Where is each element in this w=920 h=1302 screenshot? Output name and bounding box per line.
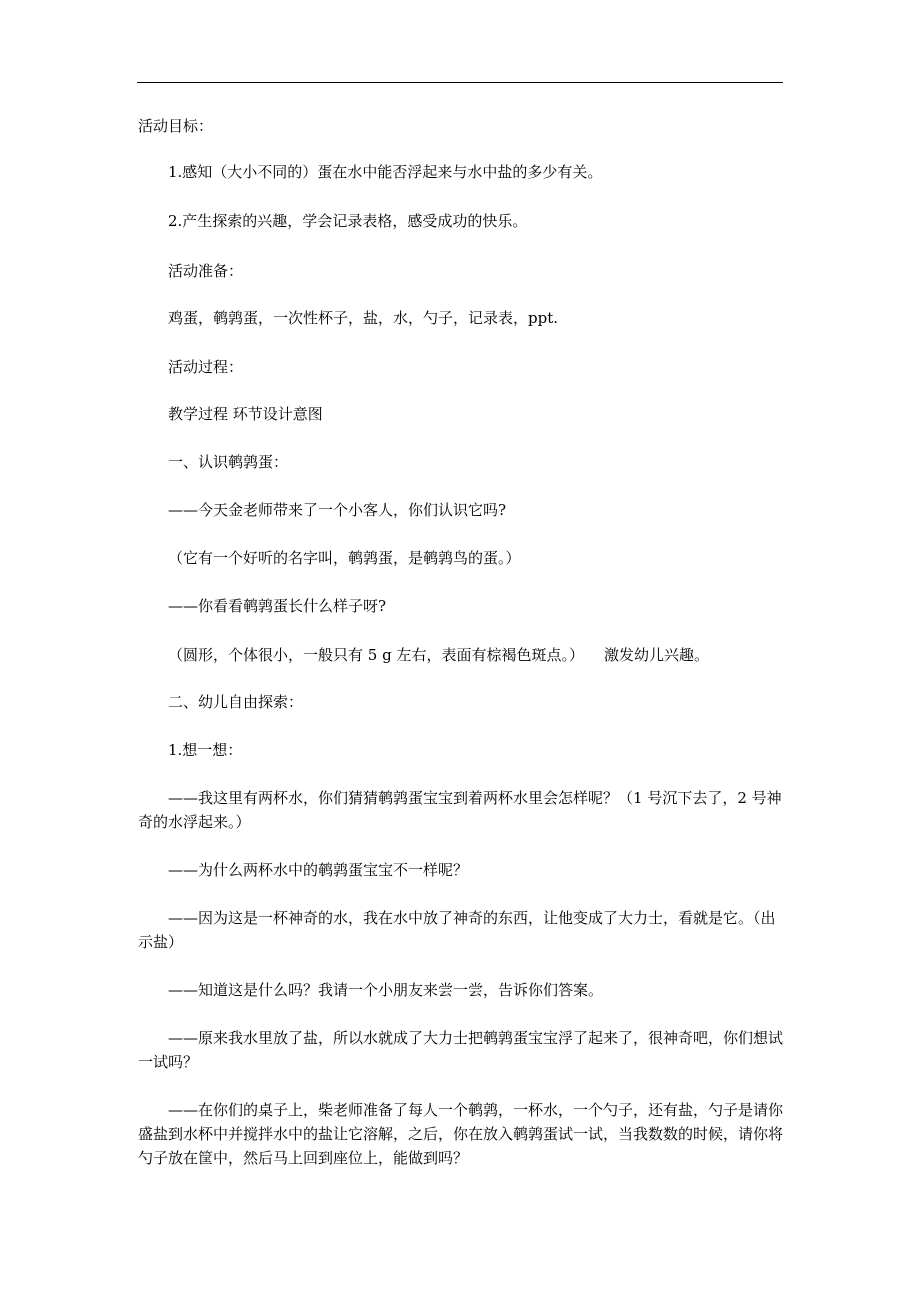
dialogue-line: ——你看看鹌鹑蛋长什么样子呀? — [168, 597, 387, 615]
goal-item-2: 2.产生探索的兴趣，学会记录表格，感受成功的快乐。 — [168, 212, 528, 230]
dialogue-line-with-intent — [138, 643, 784, 667]
section-heading-goals: 活动目标： — [138, 117, 214, 135]
step-heading-2: 二、幼儿自由探索： — [168, 693, 304, 711]
dialogue-line: （它有一个好听的名字叫，鹌鹑蛋，是鹌鹑鸟的蛋。） — [168, 549, 521, 567]
materials-list: 鸡蛋，鹌鹑蛋，一次性杯子，盐，水，勺子，记录表，ppt. — [168, 309, 559, 327]
dialogue-line: ——今天金老师带来了一个小客人，你们认识它吗? — [168, 501, 507, 519]
goal-item-1: 1.感知（大小不同的）蛋在水中能否浮起来与水中盐的多少有关。 — [168, 163, 603, 181]
step-heading-1: 一、认识鹌鹑蛋： — [168, 453, 289, 471]
process-table-header: 教学过程 环节设计意图 — [168, 405, 323, 423]
dialogue-line: ——原来我水里放了盐，所以水就成了大力士把鹌鹑蛋宝宝浮了起来了，很神奇吧，你们想试一试吗？ — [138, 1029, 784, 1071]
dialogue-line: ——知道这是什么吗？我请一个小朋友来尝一尝，告诉你们答案。 — [168, 981, 604, 999]
section-heading-preparation: 活动准备： — [168, 262, 244, 280]
dialogue-line: ——我这里有两杯水，你们猜猜鹌鹑蛋宝宝到着两杯水里会怎样呢？（1 号沉下去了，2 号神奇的水浮起来。） — [138, 789, 782, 831]
header-rule — [137, 82, 783, 83]
dialogue-line: ——因为这是一杯神奇的水，我在水中放了神奇的东西，让他变成了大力士，看就是它。（出示盐） — [138, 909, 776, 951]
design-intent-note: 激发幼儿兴趣。 — [603, 646, 709, 664]
sub-step-heading: 1.想一想： — [168, 741, 243, 759]
dialogue-text: （圆形，个体很小，一般只有 5 g 左右，表面有棕褐色斑点。） — [168, 646, 584, 664]
dialogue-line: ——为什么两杯水中的鹌鹑蛋宝宝不一样呢？ — [168, 861, 469, 879]
section-heading-process: 活动过程： — [168, 358, 244, 376]
dialogue-line: ——在你们的桌子上，柴老师准备了每人一个鹌鹑，一杯水，一个勺子，还有盐，勺子是请你盛盐到水杯中并搅拌水中的盐让它溶解，之后，你在放入鹌鹑蛋试一试，当我数数的时候，请你将勺子放在筐中，然后马上回到座位上，能做到吗？ — [138, 1101, 784, 1167]
